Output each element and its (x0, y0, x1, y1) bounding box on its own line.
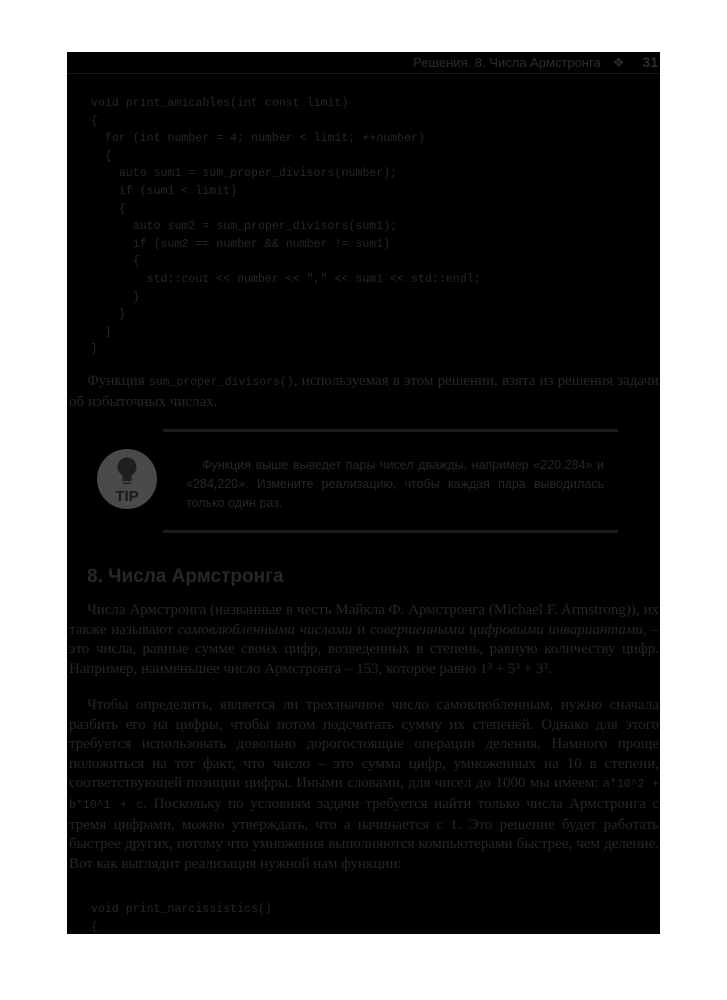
book-page (67, 52, 660, 934)
ornament-icon: ❖ (612, 55, 625, 70)
code-block-narcissistics: void print_narcissistics() { (91, 903, 272, 934)
paragraph-armstrong-definition: Числа Армстронга (названные в честь Майкла Ф. Армстронга (Michael F. Armstrong)), их также называют самовлюбленными числами и совершенными цифровыми инвариантами, – это числа, равные сумме своих цифр, возведенных в степень, равную количеству цифр. Например, наименьшее число Армстронга – 153, которое равно 1³ + 5³ + 3³. (69, 602, 659, 677)
running-header-title: Решения. 8. Числа Армстронга (413, 55, 601, 70)
section-heading: 8. Числа Армстронга (87, 566, 284, 587)
paragraph-armstrong-solution: Чтобы определить, является ли трехзначное число самовлюбленным, нужно сначала разбить его на цифры, чтобы потом подсчитать сумму их степеней. Однако для этого требуется использовать довольно дорогостоящие операции деления. Намного проще положиться на тот факт, что число – это сумма цифр, умноженных на 10 в степени, соответствующей позиции цифры. Иными словами, для чисел до 1000 мы имеем: a*10^2 + b*10^1 + c. Поскольку по условиям задачи требуется найти только числа Армстронга с тремя цифрами, можно утверждать, что a начинается с 1. Это решение будет работать быстрее других, потому что умножения выполняются компьютерами быстрее, чем деление. Вот как выглядит реализация нужной нам функции: (69, 697, 659, 872)
code-block-amicables: void print_amicables(int const limit) { for (int number = 4; number < limit; ++number) { auto sum1 = sum_proper_divisors(number); if (sum1 < limit) { auto sum2 = sum_proper_divisors(sum1); if (sum2 == number && number != sum1) { std::cout << number << "," << sum1 << std::endl; } } } } (91, 97, 481, 357)
page-number: 31 (642, 54, 658, 70)
inline-code: a*10^2 + b*10^1 + c (69, 778, 659, 812)
inline-code: sum_proper_divisors() (148, 376, 294, 389)
paragraph-proper-divisors: Функция sum_proper_divisors(), используемая в этом решении, взята из решения задачи об избыточных числах. (69, 373, 660, 410)
tip-label: TIP (115, 488, 139, 505)
tip-text: Функция выше выведет пары чисел дважды, например «220,284» и «284,220». Измените реализацию, чтобы каждая пара выводилась только один раз. (186, 458, 604, 510)
tip-top-rule (163, 429, 618, 432)
tip-bottom-rule (163, 530, 618, 533)
lightbulb-icon (96, 448, 158, 510)
running-header (67, 52, 660, 74)
